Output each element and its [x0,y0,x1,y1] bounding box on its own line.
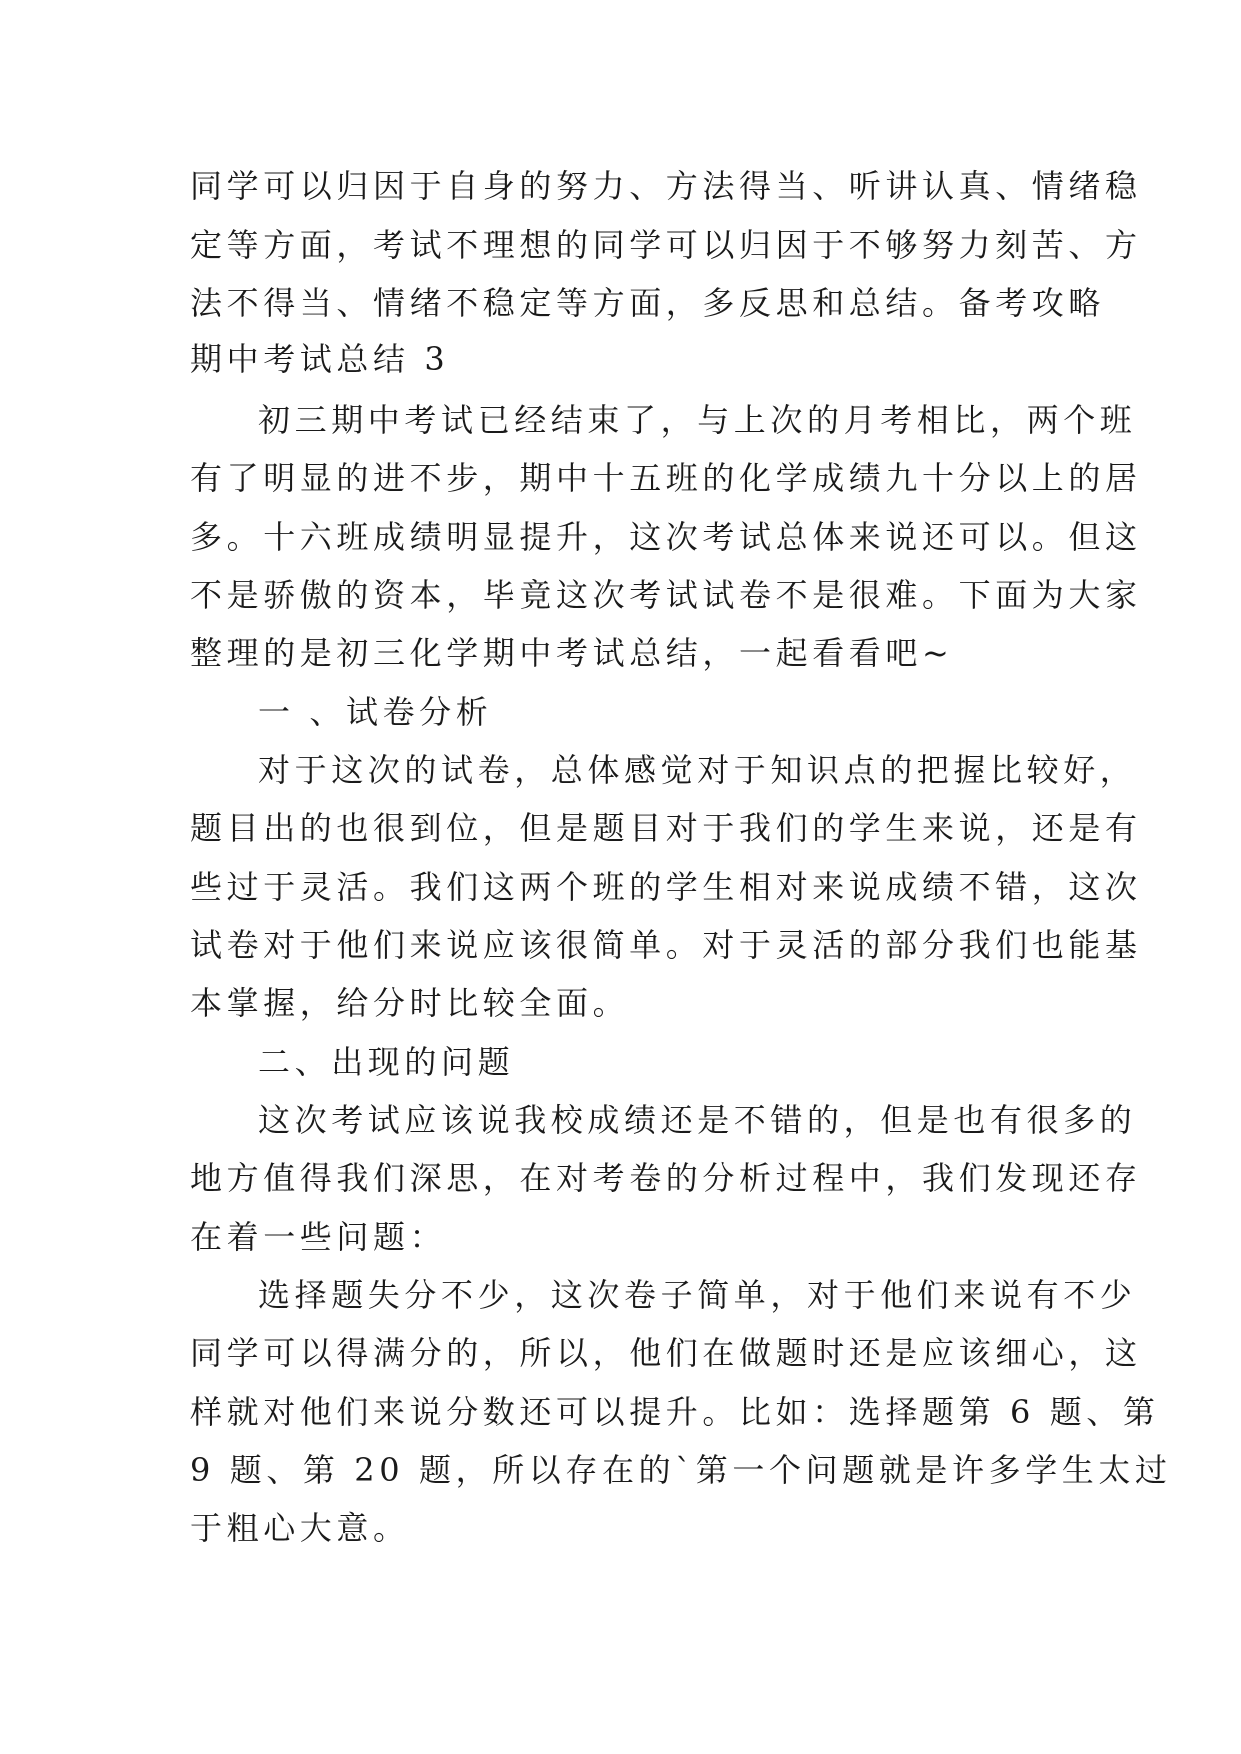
text-line: 对于这次的试卷，总体感觉对于知识点的把握比较好， [258,751,1137,789]
text-line: 样就对他们来说分数还可以提升。比如：选择题第 6 题、第 [190,1393,1160,1431]
text-line: 同学可以归因于自身的努力、方法得当、听讲认真、情绪稳 [190,167,1142,205]
text-line: 本掌握，给分时比较全面。 [190,984,630,1022]
text-line: 试卷对于他们来说应该很简单。对于灵活的部分我们也能基 [190,926,1142,964]
text-line: 在着一些问题： [190,1218,447,1256]
text-line: 不是骄傲的资本，毕竟这次考试试卷不是很难。下面为大家 [190,576,1142,614]
text-line: 选择题失分不少，这次卷子简单，对于他们来说有不少 [258,1276,1137,1314]
text-line: 9 题、第 20 题，所以存在的`第一个问题就是许多学生太过 [190,1451,1172,1489]
text-line: 有了明显的进不步，期中十五班的化学成绩九十分以上的居 [190,459,1142,497]
text-line: 于粗心大意。 [190,1509,410,1547]
text-line: 整理的是初三化学期中考试总结，一起看看吧~ [190,634,954,672]
section-title: 期中考试总结 3 [190,340,450,378]
text-line: 初三期中考试已经结束了，与上次的月考相比，两个班 [258,401,1137,439]
text-line: 地方值得我们深思，在对考卷的分析过程中，我们发现还存 [190,1159,1142,1197]
text-line: 定等方面，考试不理想的同学可以归因于不够努力刻苦、方 [190,226,1142,264]
text-line: 这次考试应该说我校成绩还是不错的，但是也有很多的 [258,1101,1137,1139]
text-line: 多。十六班成绩明显提升，这次考试总体来说还可以。但这 [190,518,1142,556]
subheading: 二、出现的问题 [258,1043,515,1081]
text-line: 题目出的也很到位，但是题目对于我们的学生来说，还是有 [190,809,1142,847]
text-line: 同学可以得满分的，所以，他们在做题时还是应该细心，这 [190,1334,1142,1372]
text-line: 法不得当、情绪不稳定等方面，多反思和总结。备考攻略 [190,284,1106,322]
text-line: 些过于灵活。我们这两个班的学生相对来说成绩不错，这次 [190,868,1142,906]
subheading: 一 、试卷分析 [258,693,493,731]
